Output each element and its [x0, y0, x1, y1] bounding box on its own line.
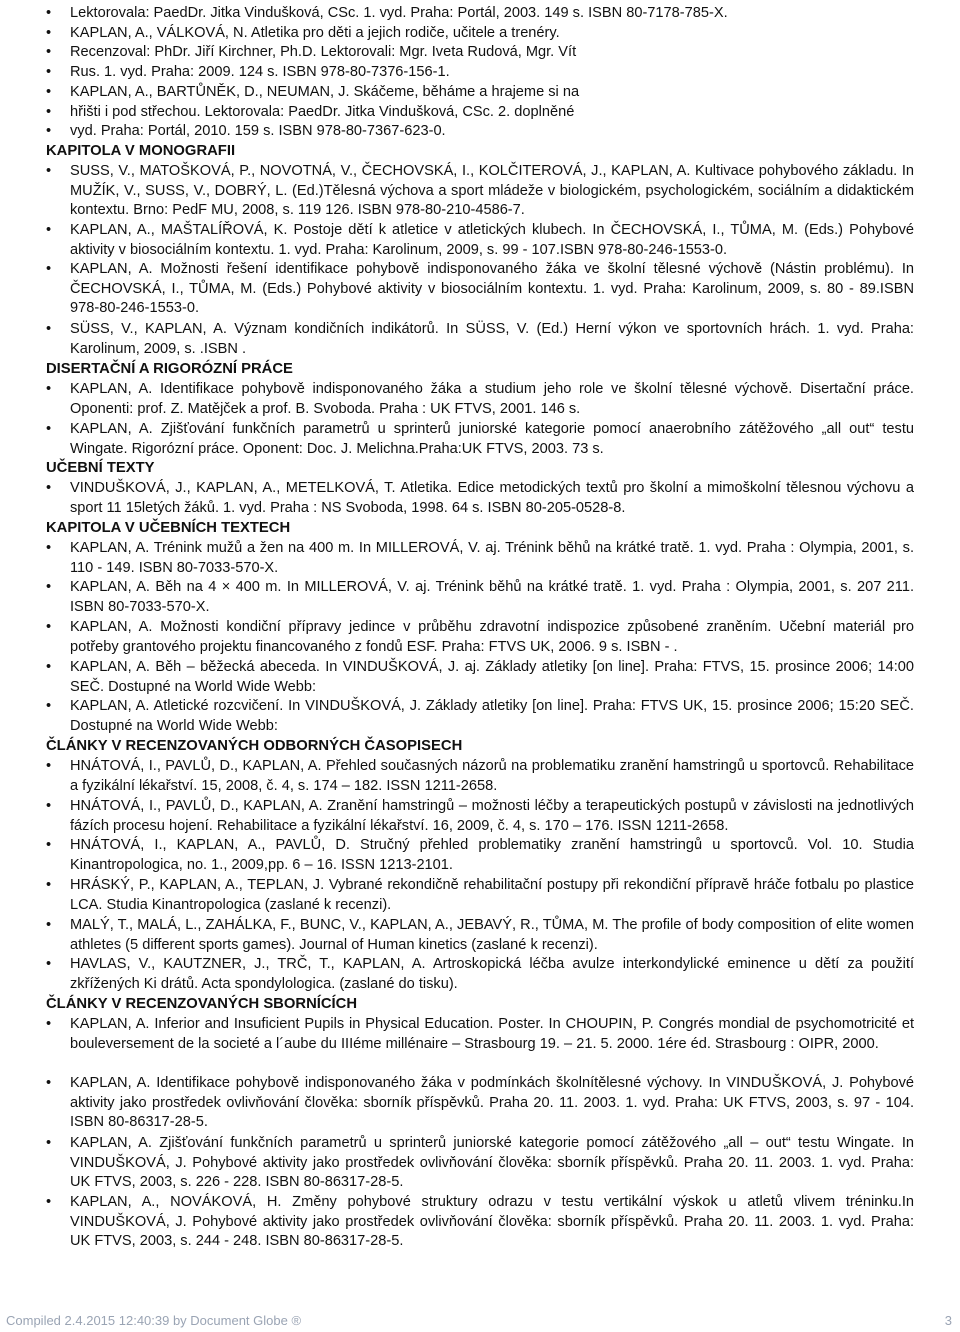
bullet-icon: • — [46, 540, 52, 556]
list-item: • KAPLAN, A. Atletické rozcvičení. In VINDUŠKOVÁ, J. Základy atletiky [on line]. Praha: FTVS UK, 15. prosince 2006; 15:20 SEČ. Dostupné na World Wide Webb: — [46, 698, 914, 734]
bullet-icon: • — [46, 798, 52, 814]
list-item: • KAPLAN, A. Zjišťování funkčních parametrů u sprinterů juniorské kategorie pomocí zátěžového „all – out“ testu Wingate. In VINDUŠKOVÁ, J. Pohybové aktivity jako prostředek ovlivňování člověka: sborník příspěvků. Praha 20. 11. 2003. 1. vyd. Praha: UK FTVS, 2003, s. 226 - 228. ISBN 80-86317-28-5. — [46, 1135, 914, 1191]
list-item: • HNÁTOVÁ, I., PAVLŮ, D., KAPLAN, A. Zranění hamstringů – možnosti léčby a terapeutických postupů v závislosti na jednotlivých fázích procesu hojení. Rehabilitace a fyzikální lékařství. 16, 2009, č. 4, s. 170 – 176. ISSN 1211-2658. — [46, 798, 914, 834]
list-item: • HNÁTOVÁ, I., PAVLŮ, D., KAPLAN, A. Přehled současných názorů na problematiku zranění hamstringů u sportovců. Rehabilitace a fyzikální lékařství. 15, 2008, č. 4, s. 174 – 182. ISSN 1211-2658. — [46, 758, 914, 794]
list-item: • SUSS, V., MATOŠKOVÁ, P., NOVOTNÁ, V., ČECHOVSKÁ, I., KOLČITEROVÁ, J., KAPLAN, A. Kultivace pohybového základu. In MUŽÍK, V., SUSS, V., DOBRÝ, L. (Ed.)Tělesná výchova a sport mládeže v biologickém, psychologickém, sociálním a didaktickém kontextu. Brno: PedF MU, 2008, s. 119 126. ISBN 978-80-210-4586-7. — [46, 163, 914, 219]
list-item: • Recenzoval: PhDr. Jiří Kirchner, Ph.D. Lektorovali: Mgr. Iveta Rudová, Mgr. Vít — [46, 43, 914, 63]
bullet-icon: • — [46, 25, 52, 41]
bullet-icon: • — [46, 381, 52, 397]
list-item: • KAPLAN, A. Trénink mužů a žen na 400 m. In MILLEROVÁ, V. aj. Trénink běhů na krátké tratě. 1. vyd. Praha : Olympia, 2001, s. 110 - 149. ISBN 80-7033-570-X. — [46, 540, 914, 576]
bullet-icon: • — [46, 956, 52, 972]
bullet-icon: • — [46, 5, 52, 21]
bullet-icon: • — [46, 480, 52, 496]
bullet-icon: • — [46, 837, 52, 853]
list-item: • HRÁSKÝ, P., KAPLAN, A., TEPLAN, J. Vybrané rekondičně rehabilitační postupy při rekondiční přípravě hráče fotbalu po plastice LCA. Studia Kinantropologica (zaslané k recenzi). — [46, 877, 914, 913]
list-item: • VINDUŠKOVÁ, J., KAPLAN, A., METELKOVÁ, T. Atletika. Edice metodických textů pro školní a mimoškolní tělesnou výchovu a sport 11 15letých žáků. 1. vyd. Praha : NS Svoboda, 1998. 64 s. ISBN 80-205-0528-8. — [46, 480, 914, 516]
list-item: • HAVLAS, V., KAUTZNER, J., TRČ, T., KAPLAN, A. Artroskopická léčba avulze interkondylické eminence u dětí za použití zkřížených Ki drátů. Acta spondylologica. (zaslané do tisku). — [46, 956, 914, 992]
bullet-icon: • — [46, 917, 52, 933]
list-item: • KAPLAN, A. Běh – běžecká abeceda. In VINDUŠKOVÁ, J. aj. Základy atletiky [on line]. Praha: FTVS, 15. prosince 2006; 14:00 SEČ. Dostupné na World Wide Webb: — [46, 659, 914, 695]
list-item: • KAPLAN, A. Identifikace pohybově indisponovaného žáka a studium jeho role ve školní tělesné výchově. Disertační práce. Oponenti: prof. Z. Matějček a prof. B. Svoboda. Praha : UK FTVS, 2001. 146 s. — [46, 381, 914, 417]
bullet-icon: • — [46, 64, 52, 80]
list-item: • vyd. Praha: Portál, 2010. 159 s. ISBN 978-80-7367-623-0. — [46, 122, 914, 142]
section-heading: ČLÁNKY V RECENZOVANÝCH SBORNÍCÍCH — [46, 996, 358, 1012]
list-item: • MALÝ, T., MALÁ, L., ZAHÁLKA, F., BUNC, V., KAPLAN, A., JEBAVÝ, R., TŮMA, M. The profile of body composition of elite women athletes (5 different sports games). Journal of Human kinetics (zaslané k recenzi). — [46, 917, 914, 953]
bullet-icon: • — [46, 659, 52, 675]
bullet-icon: • — [46, 321, 52, 337]
list-item: • Rus. 1. vyd. Praha: 2009. 124 s. ISBN 978-80-7376-156-1. — [46, 63, 914, 83]
list-item: • KAPLAN, A. Identifikace pohybově indisponovaného žáka v podmínkách školnítělesné výchovy. In VINDUŠKOVÁ, J. Pohybové aktivity jako prostředek ovlivňování člověka: sborník příspěvků. Praha 20. 11. 2003. 1. vyd. Praha: UK FTVS, 2003, s. 97 - 104. ISBN 80-86317-28-5. — [46, 1075, 914, 1131]
bullet-icon: • — [46, 619, 52, 635]
bullet-icon: • — [46, 104, 52, 120]
list-item: • KAPLAN, A., NOVÁKOVÁ, H. Změny pohybové struktury odrazu v testu vertikální výskok u atletů vlivem tréninku.In VINDUŠKOVÁ, J. Pohybové aktivity jako prostředek ovlivňování člověka: sborník příspěvků. Praha 20. 11. 2003. 1. vyd. Praha: UK FTVS, 2003, s. 244 - 248. ISBN 80-86317-28-5. — [46, 1194, 914, 1250]
bullet-icon: • — [46, 261, 52, 277]
list-item: • KAPLAN, A. Běh na 4 × 400 m. In MILLEROVÁ, V. aj. Trénink běhů na krátké tratě. 1. vyd. Praha : Olympia, 2001, s. 207 211. ISBN 80-7033-570-X. — [46, 579, 914, 615]
bullet-icon: • — [46, 421, 52, 437]
list-item: • KAPLAN, A. Zjišťování funkčních parametrů u sprinterů juniorské kategorie pomocí anaerobního zátěžového „all out“ testu Wingate. Rigorózní práce. Oponent: Doc. J. Melichna.Praha:UK FTVS, 2003. 73 s. — [46, 421, 914, 457]
footer-compiled-note: Compiled 2.4.2015 12:40:39 by Document Globe ® — [6, 1313, 302, 1328]
bullet-icon: • — [46, 758, 52, 774]
bullet-icon: • — [46, 1135, 52, 1151]
section-heading: ČLÁNKY V RECENZOVANÝCH ODBORNÝCH ČASOPISECH — [46, 738, 463, 754]
bullet-icon: • — [46, 222, 52, 238]
section-heading: DISERTAČNÍ A RIGORÓZNÍ PRÁCE — [46, 361, 293, 377]
bullet-icon: • — [46, 44, 52, 60]
bullet-icon: • — [46, 123, 52, 139]
list-item: • SÜSS, V., KAPLAN, A. Význam kondičních indikátorů. In SÜSS, V. (Ed.) Herní výkon ve sportovních hrách. 1. vyd. Praha: Karolinum, 2009, s. .ISBN . — [46, 321, 914, 357]
bullet-icon: • — [46, 163, 52, 179]
list-item: • hřišti i pod střechou. Lektorovala: PaedDr. Jitka Vindušková, CSc. 2. doplněné — [46, 103, 914, 123]
section-heading: UČEBNÍ TEXTY — [46, 460, 155, 476]
list-item: • KAPLAN, A. Možnosti řešení identifikace pohybově indisponovaného žáka ve školní tělesné výchově (Nástin problému). In ČECHOVSKÁ, I., TŮMA, M. (Eds.) Pohybové aktivity v biosociálním kontextu. 1. vyd. Praha: Karolinum, 2009, s. 80 - 89.ISBN 978-80-246-1553-0. — [46, 261, 914, 317]
bullet-icon: • — [46, 698, 52, 714]
section-heading: KAPITOLA V MONOGRAFII — [46, 143, 236, 159]
bullet-icon: • — [46, 1194, 52, 1210]
list-item: • HNÁTOVÁ, I., KAPLAN, A., PAVLŮ, D. Stručný přehled problematiky zranění hamstringů u sportovců. Vol. 10. Studia Kinantropologica, no. 1., 2009,pp. 6 – 16. ISSN 1213-2101. — [46, 837, 914, 873]
list-item: • KAPLAN, A., VÁLKOVÁ, N. Atletika pro děti a jejich rodiče, učitele a trenéry. — [46, 24, 914, 44]
bullet-icon: • — [46, 877, 52, 893]
bullet-icon: • — [46, 579, 52, 595]
list-item: • Lektorovala: PaedDr. Jitka Vindušková, CSc. 1. vyd. Praha: Portál, 2003. 149 s. ISBN 80-7178-785-X. — [46, 4, 914, 24]
list-item: • KAPLAN, A., BARTŮNĚK, D., NEUMAN, J. Skáčeme, běháme a hrajeme si na — [46, 83, 914, 103]
list-item: • KAPLAN, A. Inferior and Insuficient Pupils in Physical Education. Poster. In CHOUPIN, P. Congrés mondial de psychomotricité et bouleversement de la societé a l´aube du IIIéme millénaire – Strasbourg 19. – 21. 5. 2000. 1ére éd. Strasbourg : OIPR, 2000. — [46, 1016, 914, 1052]
bullet-icon: • — [46, 84, 52, 100]
list-item: • KAPLAN, A., MAŠTALÍŘOVÁ, K. Postoje dětí k atletice v atletických klubech. In ČECHOVSKÁ, I., TŮMA, M. (Eds.) Pohybové aktivity v biosociálním kontextu. 1. vyd. Praha: Karolinum, 2009, s. 99 - 107.ISBN 978-80-246-1553-0. — [46, 222, 914, 258]
list-item: • KAPLAN, A. Možnosti kondiční přípravy jedince v průběhu zdravotní indispozice způsobené zraněním. Učební materiál pro potřeby grantového projektu financovaného z fondů ESF. Praha: FTVS UK, 2006. 9 s. ISBN - . — [46, 619, 914, 655]
section-heading: KAPITOLA V UČEBNÍCH TEXTECH — [46, 520, 291, 536]
bullet-icon: • — [46, 1075, 52, 1091]
bullet-icon: • — [46, 1016, 52, 1032]
page-number: 3 — [944, 1313, 952, 1328]
